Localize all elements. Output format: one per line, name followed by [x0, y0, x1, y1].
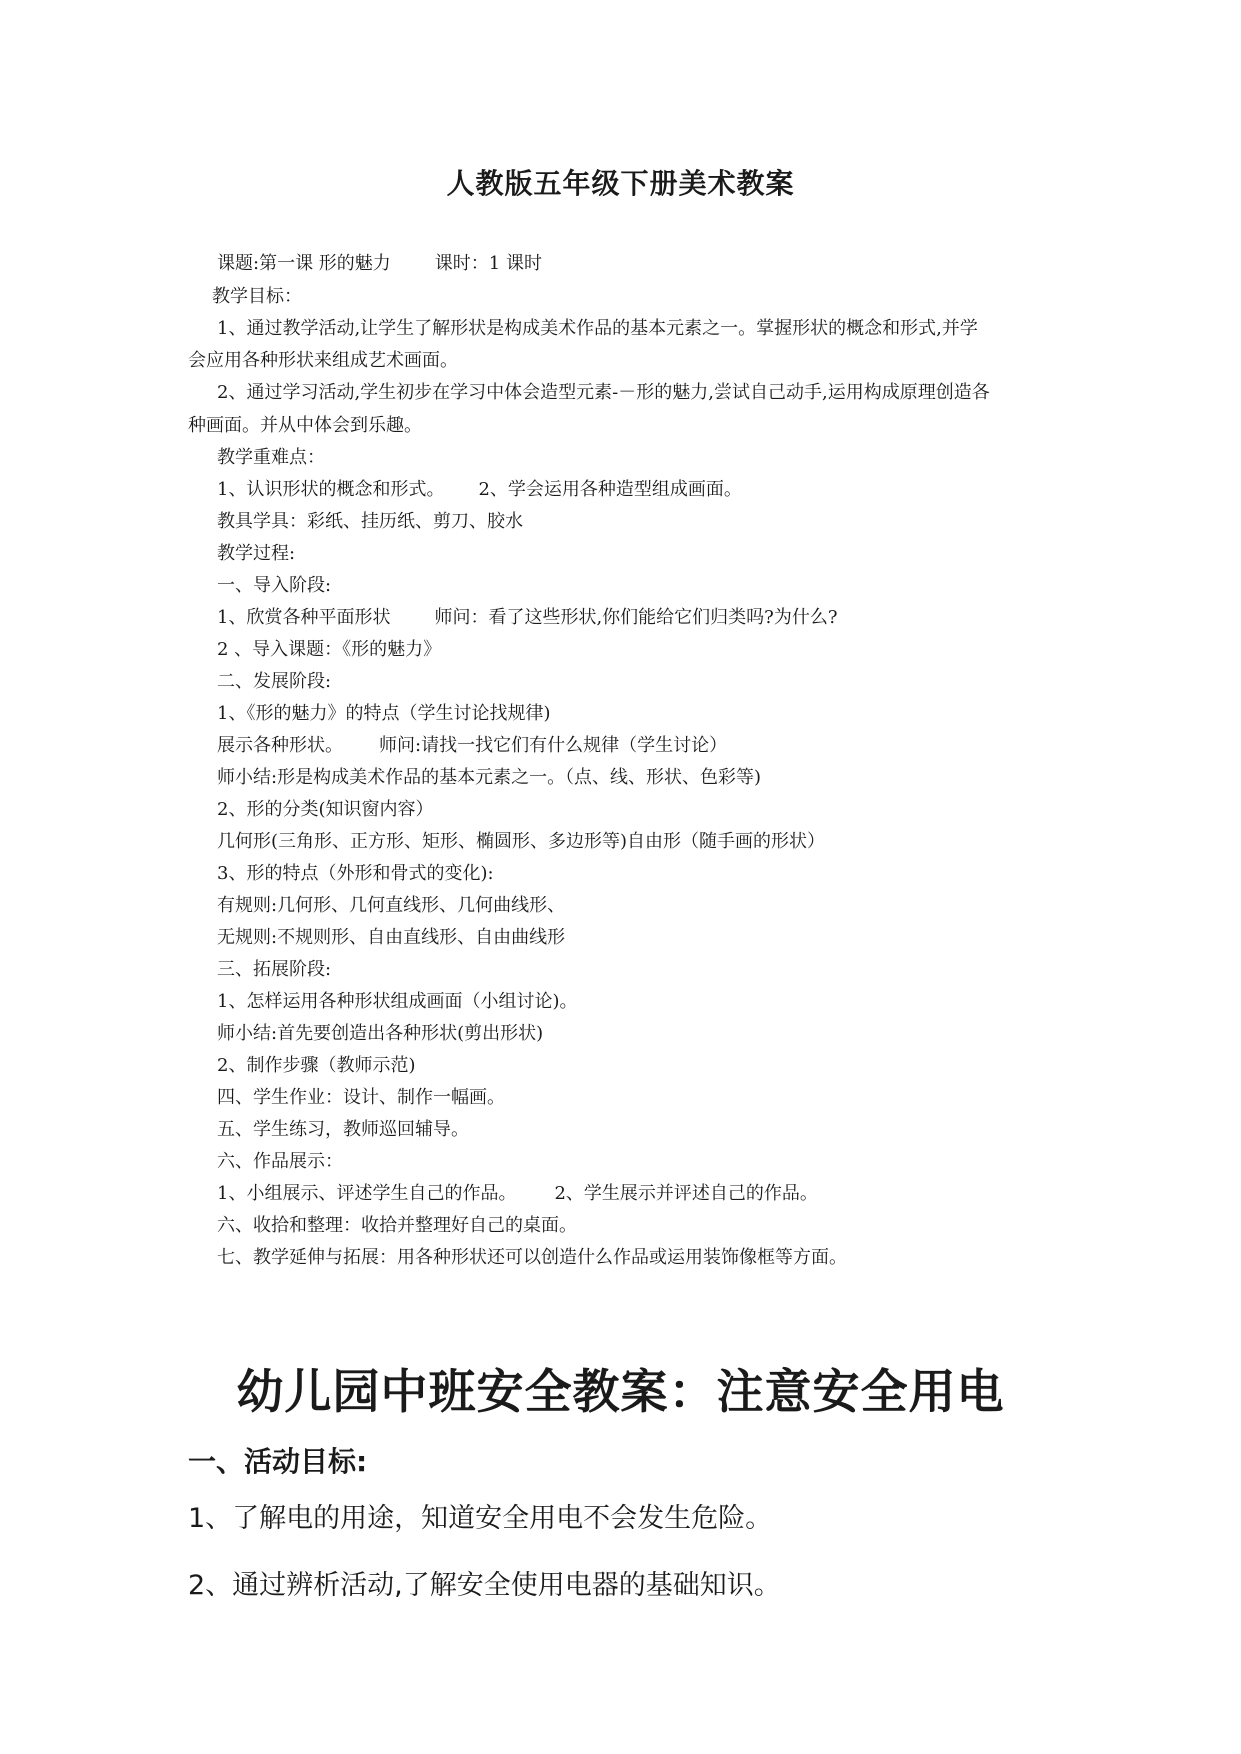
stage-7: 七、教学延伸与拓展：用各种形状还可以创造什么作品或运用装饰像框等方面。 — [217, 1247, 847, 1268]
goal-1-line-1: 1、通过教学活动,让学生了解形状是构成美术作品的基本元素之一。掌握形状的概念和形式,并学 — [217, 318, 978, 339]
course-info — [217, 252, 542, 276]
goal-1-line-2: 会应用各种形状来组成艺术画面。 — [188, 350, 458, 371]
process-heading: 教学过程: — [217, 543, 296, 564]
stage-2-teacher-question: 师问:请找一找它们有什么规律（学生讨论） — [379, 735, 728, 756]
stage-5: 五、学生练习，教师巡回辅导。 — [217, 1119, 469, 1140]
goal-2-line-1: 2、通过学习活动,学生初步在学习中体会造型元素-－形的魅力,尝试自己动手,运用构成原理创造各 — [217, 382, 990, 403]
tools-line: 教具学具：彩纸、挂历纸、剪刀、胶水 — [217, 511, 523, 532]
stage-2-item-3: 3、形的特点（外形和骨式的变化): — [217, 863, 494, 884]
stage-2-summary: 师小结:形是构成美术作品的基本元素之一。（点、线、形状、色彩等) — [217, 767, 762, 788]
goal-2-line-2: 种画面。并从中体会到乐趣。 — [188, 415, 422, 436]
course-hours: 课时：1 课时 — [434, 253, 542, 274]
stage-6b: 六、收拾和整理：收拾并整理好自己的桌面。 — [217, 1215, 577, 1236]
keypoint-2: 2、学会运用各种造型组成画面。 — [478, 479, 742, 500]
keypoints-heading: 教学重难点： — [217, 447, 325, 468]
stage-1-item-2: 2 、导入课题：《形的魅力》 — [217, 639, 442, 660]
safety-lesson-title: 幼儿园中班安全教案：注意安全用电 — [236, 1365, 1005, 1420]
stage-2-irregular: 无规则:不规则形、自由直线形、自由曲线形 — [217, 927, 566, 948]
stage-6-item-2: 2、学生展示并评述自己的作品。 — [554, 1183, 818, 1204]
goals-heading: 教学目标： — [212, 286, 302, 307]
stage-1-heading: 一、导入阶段: — [217, 575, 332, 596]
stage-2-item-1: 1、《形的魅力》的特点（学生讨论找规律) — [217, 703, 551, 724]
stage-6-heading: 六、作品展示： — [217, 1151, 343, 1172]
stage-2-heading: 二、发展阶段: — [217, 671, 332, 692]
stage-1-teacher-question: 师问：看了这些形状,你们能给它们归类吗?为什么? — [434, 607, 838, 628]
stage-1-item-1 — [217, 606, 837, 630]
lesson-plan-title: 人教版五年级下册美术教案 — [446, 167, 795, 200]
keypoints-line — [217, 478, 742, 502]
stage-6-items — [217, 1182, 818, 1206]
stage-3-item-1: 1、怎样运用各种形状组成画面（小组讨论)。 — [217, 991, 578, 1012]
stage-1-item-1-text: 1、欣赏各种平面形状 — [217, 607, 391, 628]
stage-3-summary: 师小结:首先要创造出各种形状(剪出形状) — [217, 1023, 544, 1044]
stage-4: 四、学生作业：设计、制作一幅画。 — [217, 1087, 505, 1108]
activity-goal-1: 1、了解电的用途，知道安全用电不会发生危险。 — [188, 1503, 773, 1534]
stage-2-item-1a — [217, 734, 727, 758]
keypoint-1: 1、认识形状的概念和形式。 — [217, 479, 445, 500]
stage-2-item-2: 2、形的分类(知识窗内容） — [217, 799, 434, 820]
stage-2-show-shapes: 展示各种形状。 — [217, 735, 343, 756]
course-topic: 课题:第一课 形的魅力 — [217, 253, 391, 274]
stage-3-item-2: 2、制作步骤（教师示范) — [217, 1055, 416, 1076]
activity-goal-2: 2、通过辨析活动,了解安全使用电器的基础知识。 — [188, 1570, 781, 1601]
stage-6-item-1: 1、小组展示、评述学生自己的作品。 — [217, 1183, 517, 1204]
stage-3-heading: 三、拓展阶段: — [217, 959, 332, 980]
stage-2-item-2a: 几何形(三角形、正方形、矩形、椭圆形、多边形等)自由形（随手画的形状） — [217, 831, 826, 852]
activity-goals-heading: 一、活动目标: — [188, 1445, 368, 1478]
stage-2-regular: 有规则:几何形、几何直线形、几何曲线形、 — [217, 895, 566, 916]
